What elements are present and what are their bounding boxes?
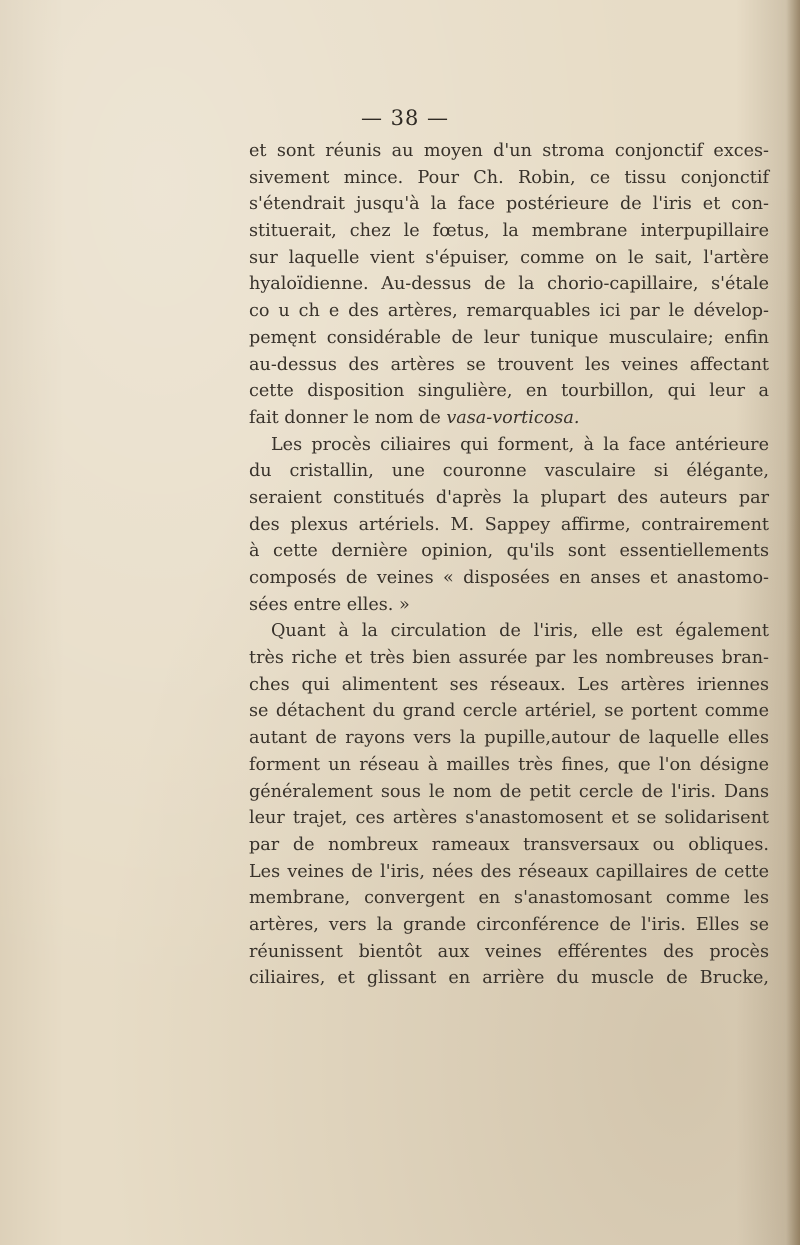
page-number: — 38 —	[360, 106, 450, 130]
text-line-28: Les veines de l'iris, nées des réseaux capillaires de cette	[249, 861, 769, 882]
text-line-15: des plexus artériels. M. Sappey affirme, contrairement	[249, 514, 769, 535]
text-line-30: artères, vers la grande circonférence de l'iris. Elles se	[249, 914, 769, 935]
text-line-12: Les procès ciliaires qui forment, à la face antérieure	[271, 434, 769, 455]
text-line-6: hyaloïdienne. Au-dessus de la chorio-capillaire, s'étale	[249, 274, 769, 295]
text-line-23: autant de rayons vers la pupille,autour de laquelle elles	[249, 728, 769, 749]
text-line-8: pemęnt considérable de leur tunique musculaire; enfin	[249, 327, 769, 348]
text-line-13: du cristallin, une couronne vasculaire si élégante,	[249, 461, 769, 482]
text-line-17: composés de veines « disposées en anses et anastomo-	[249, 568, 769, 588]
text-line-2: sivement mince. Pour Ch. Robin, ce tissu conjonctif	[249, 167, 769, 188]
text-line-24: forment un réseau à mailles très fines, que l'on désigne	[249, 754, 769, 775]
italic-term: vasa-vorticosa.	[446, 407, 580, 428]
text-line-18: sées entre elles. »	[249, 594, 410, 615]
text-line-9: au-dessus des artères se trouvent les veines affectant	[249, 354, 769, 375]
text-line-19: Quant à la circulation de l'iris, elle est également	[271, 621, 769, 642]
text-line-4: stituerait, chez le fœtus, la membrane interpupillaire	[249, 221, 769, 242]
text-line-7: co u ch e des artères, remarquables ici par le dévelop-	[249, 301, 769, 322]
text-line-25: généralement sous le nom de petit cercle de l'iris. Dans	[249, 781, 769, 802]
text-line-1: et sont réunis au moyen d'un stroma conjonctif exces-	[249, 141, 769, 161]
text-line-31: réunissent bientôt aux veines efférentes des procès	[249, 941, 769, 962]
text-line-5: sur laquelle vient s'épuiser, comme on le sait, l'artère	[249, 247, 769, 268]
text-line-26: leur trajet, ces artères s'anastomosent et se solidarisent	[249, 808, 769, 829]
text-line-32: ciliaires, et glissant en arrière du muscle de Brucke,	[249, 968, 769, 989]
text-line-27: par de nombreux rameaux transversaux ou obliques.	[249, 834, 769, 855]
page-edge-shadow	[786, 0, 800, 1245]
text-line-10: cette disposition singulière, en tourbillon, qui leur a	[249, 381, 769, 402]
text-line-16: à cette dernière opinion, qu'ils sont essentiellements	[249, 541, 769, 562]
text-line-14: seraient constitués d'après la plupart des auteurs par	[249, 487, 769, 508]
text-line-21: ches qui alimentent ses réseaux. Les artères iriennes	[249, 674, 769, 695]
text-line-3: s'étendrait jusqu'à la face postérieure de l'iris et con-	[249, 194, 769, 215]
text-line-11-main: fait donner le nom de	[249, 407, 447, 428]
text-line-22: se détachent du grand cercle artériel, se portent comme	[249, 701, 769, 722]
body-text	[249, 138, 769, 992]
text-line-11	[249, 405, 769, 432]
text-line-20: très riche et très bien assurée par les nombreuses bran-	[249, 648, 769, 669]
text-line-29: membrane, convergent en s'anastomosant comme les	[249, 888, 769, 909]
